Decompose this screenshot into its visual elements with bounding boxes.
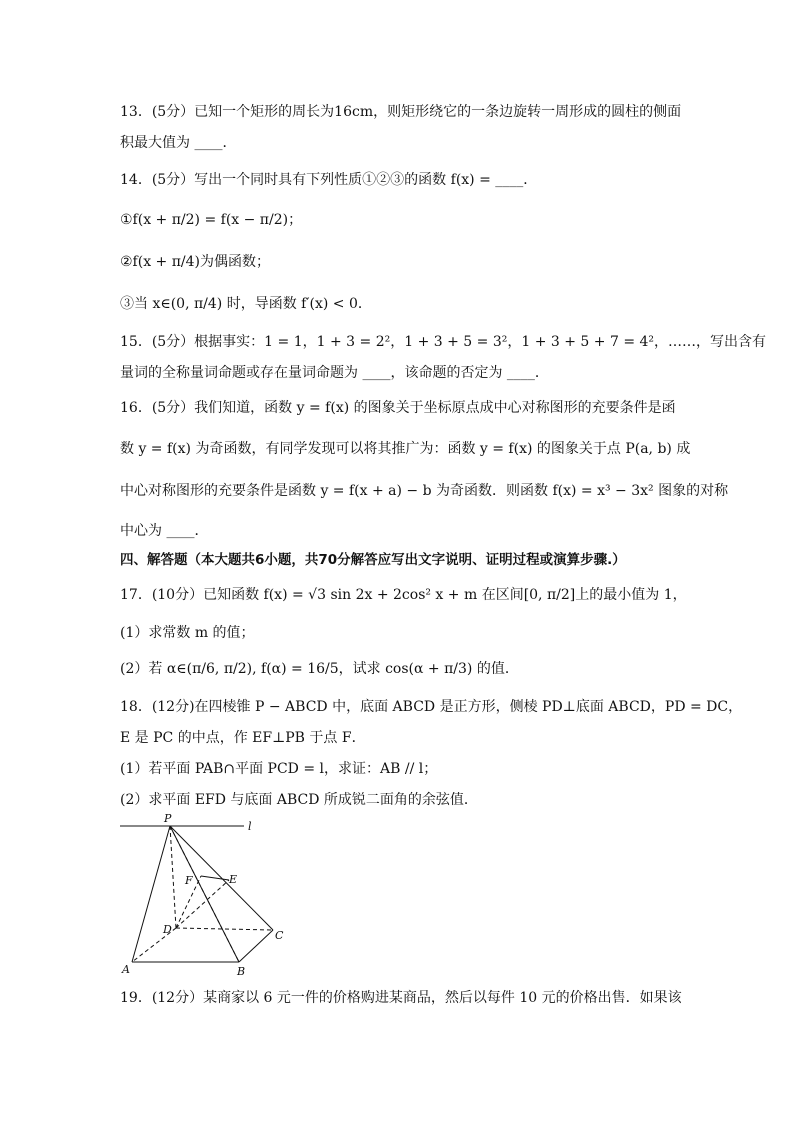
- q16-line1: 16．(5分）我们知道，函数 y = f(x) 的图象关于坐标原点成中心对称图形的充要条件是函: [120, 400, 676, 416]
- label-A: A: [122, 963, 130, 976]
- segment-DE: [176, 880, 229, 928]
- q18-line2: E 是 PC 的中点，作 EF⊥PB 于点 F．: [120, 730, 366, 746]
- q14-line1: 14．(5分）写出一个同时具有下列性质①②③的函数 f(x) = ____．: [120, 172, 538, 188]
- edge-BC: [239, 930, 273, 962]
- label-D: D: [163, 923, 172, 936]
- q14-item1: ①f(x + π/2) = f(x − π/2)；: [120, 212, 303, 228]
- q13-line2: 积最大值为 ____．: [120, 135, 237, 151]
- q13-line1: 13．(5分）已知一个矩形的周长为16cm，则矩形绕它的一条边旋转一周形成的圆柱的侧面: [120, 104, 682, 120]
- q17-part2: (2）若 α∈(π/6, π/2), f(α) = 16/5，试求 cos(α + π/3) 的值．: [120, 661, 519, 677]
- section4-heading: 四、解答题（本大题共6小题，共70分解答应写出文字说明、证明过程或演算步骤.）: [120, 552, 626, 568]
- q16-line4: 中心为 ____．: [120, 523, 209, 539]
- edge-DC: [176, 928, 273, 930]
- pyramid-figure: [118, 812, 284, 982]
- q17-part1: (1）求常数 m 的值；: [120, 625, 255, 641]
- q15-line2: 量词的全称量词命题或存在量词命题为 ____，该命题的否定为 ____．: [120, 365, 549, 381]
- q14-item3: ③当 x∈(0, π/4) 时，导函数 f′(x) < 0．: [120, 296, 372, 312]
- q16-line3: 中心对称图形的充要条件是函数 y = f(x + a) − b 为奇函数．则函数 f(x) = x³ − 3x² 图象的对称: [120, 483, 729, 499]
- q18-line1: 18．(12分)在四棱锥 P − ABCD 中，底面 ABCD 是正方形，侧棱 PD⊥底面 ABCD，PD = DC，: [120, 699, 743, 715]
- q16-line2: 数 y = f(x) 为奇函数，有同学发现可以将其推广为：函数 y = f(x) 的图象关于点 P(a, b) 成: [120, 441, 691, 457]
- label-B: B: [237, 965, 246, 978]
- q18-part1: (1）若平面 PAB∩平面 PCD = l，求证：AB // l；: [120, 761, 438, 777]
- label-C: C: [275, 929, 284, 942]
- q15-line1: 15．(5分）根据事实：1 = 1，1 + 3 = 2²，1 + 3 + 5 = 3²，1 + 3 + 5 + 7 = 4²，……，写出含有: [120, 334, 767, 350]
- segment-FE: [201, 876, 229, 880]
- label-F: F: [185, 874, 193, 887]
- edge-PD: [170, 826, 176, 928]
- label-E: E: [229, 873, 238, 886]
- label-l: l: [248, 820, 252, 833]
- q14-item2: ②f(x + π/4)为偶函数；: [120, 254, 271, 270]
- q19-line1: 19．(12分）某商家以 6 元一件的价格购进某商品，然后以每件 10 元的价格出售．如果该: [120, 990, 682, 1006]
- label-P: P: [164, 812, 172, 825]
- q17-line1: 17．(10分）已知函数 f(x) = √3 sin 2x + 2cos² x + m 在区间[0, π/2]上的最小值为 1，: [120, 587, 687, 603]
- q18-part2: (2）求平面 EFD 与底面 ABCD 所成锐二面角的余弦值．: [120, 792, 478, 808]
- edge-PA: [132, 826, 170, 962]
